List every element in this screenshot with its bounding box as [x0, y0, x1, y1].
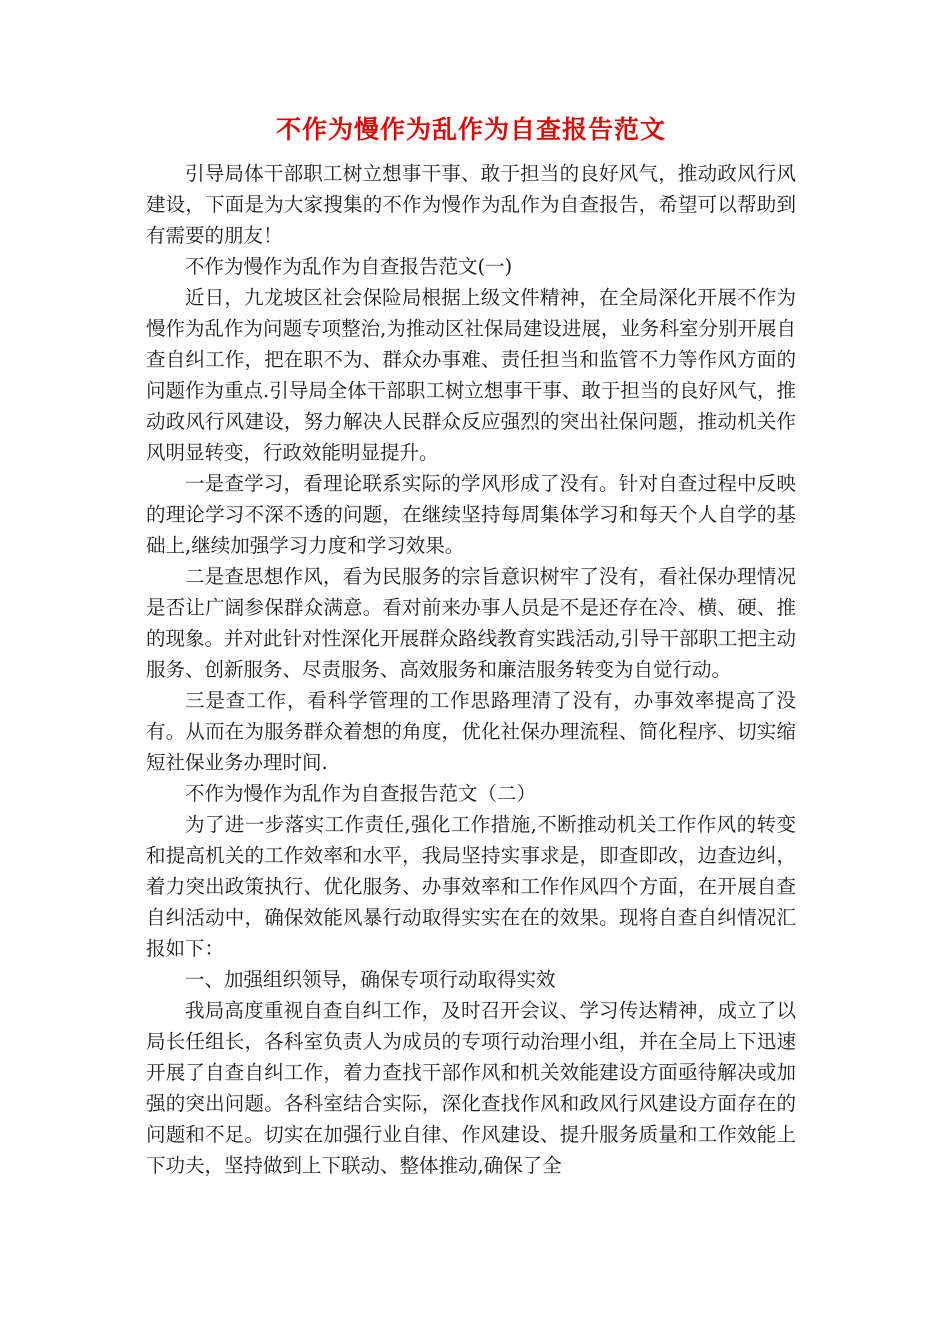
- body-paragraph: 为了进一步落实工作责任,强化工作措施,不断推动机关工作作风的转变和提高机关的工作效率和水平，我局坚持实事求是，即查即改，边查边纠，着力突出政策执行、优化服务、办事效率和工作作风四个方面，在开展自查自纠活动中，确保效能风暴行动取得实实在在的效果。现将自查自纠情况汇报如下：: [146, 813, 796, 960]
- intro-paragraph: 引导局体干部职工树立想事干事、敢于担当的良好风气，推动政风行风建设，下面是为大家搜集的不作为慢作为乱作为自查报告，希望可以帮助到有需要的朋友！: [146, 162, 796, 247]
- section-heading-1: 不作为慢作为乱作为自查报告范文(一): [185, 255, 513, 278]
- body-paragraph: 我局高度重视自查自纠工作，及时召开会议、学习传达精神，成立了以局长任组长，各科室负责人为成员的专项行动治理小组，并在全局上下迅速开展了自查自纠工作，着力查找干部作风和机关效能建设方面亟待解决或加强的突出问题。各科室结合实际，深化查找作风和政风行风建设方面存在的问题和不足。切实在加强行业自律、作风建设、提升服务质量和工作效能上下功夫，坚持做到上下联动、整体推动,确保了全: [146, 999, 796, 1177]
- section-heading-2: 不作为慢作为乱作为自查报告范文（二）: [185, 782, 537, 805]
- body-paragraph: 三是查工作，看科学管理的工作思路理清了没有，办事效率提高了没有。从而在为服务群众着想的角度，优化社保办理流程、简化程序、切实缩短社保业务办理时间.: [146, 689, 796, 774]
- subsection-heading: 一、加强组织领导，确保专项行动取得实效: [185, 968, 556, 991]
- body-paragraph: 二是查思想作风，看为民服务的宗旨意识树牢了没有，看社保办理情况是否让广阔参保群众满意。看对前来办事人员是不是还存在冷、横、硬、推的现象。并对此针对性深化开展群众路线教育实践活动,引导干部职工把主动服务、创新服务、尽责服务、高效服务和廉洁服务转变为自觉行动。: [146, 565, 796, 681]
- body-paragraph: 一是查学习，看理论联系实际的学风形成了没有。针对自查过程中反映的理论学习不深不透的问题，在继续坚持每周集体学习和每天个人自学的基础上,继续加强学习力度和学习效果。: [146, 472, 796, 557]
- document-page: [146, 110, 796, 1181]
- document-title: 不作为慢作为乱作为自查报告范文: [275, 115, 666, 144]
- body-paragraph: 近日，九龙坡区社会保险局根据上级文件精神，在全局深化开展不作为慢作为乱作为问题专项整治,为推动区社保局建设进展，业务科室分别开展自查自纠工作，把在职不为、群众办事难、责任担当和监管不力等作风方面的问题作为重点.引导局全体干部职工树立想事干事、敢于担当的良好风气，推动政风行风建设，努力解决人民群众反应强烈的突出社保问题，推动机关作风明显转变，行政效能明显提升。: [146, 286, 796, 464]
